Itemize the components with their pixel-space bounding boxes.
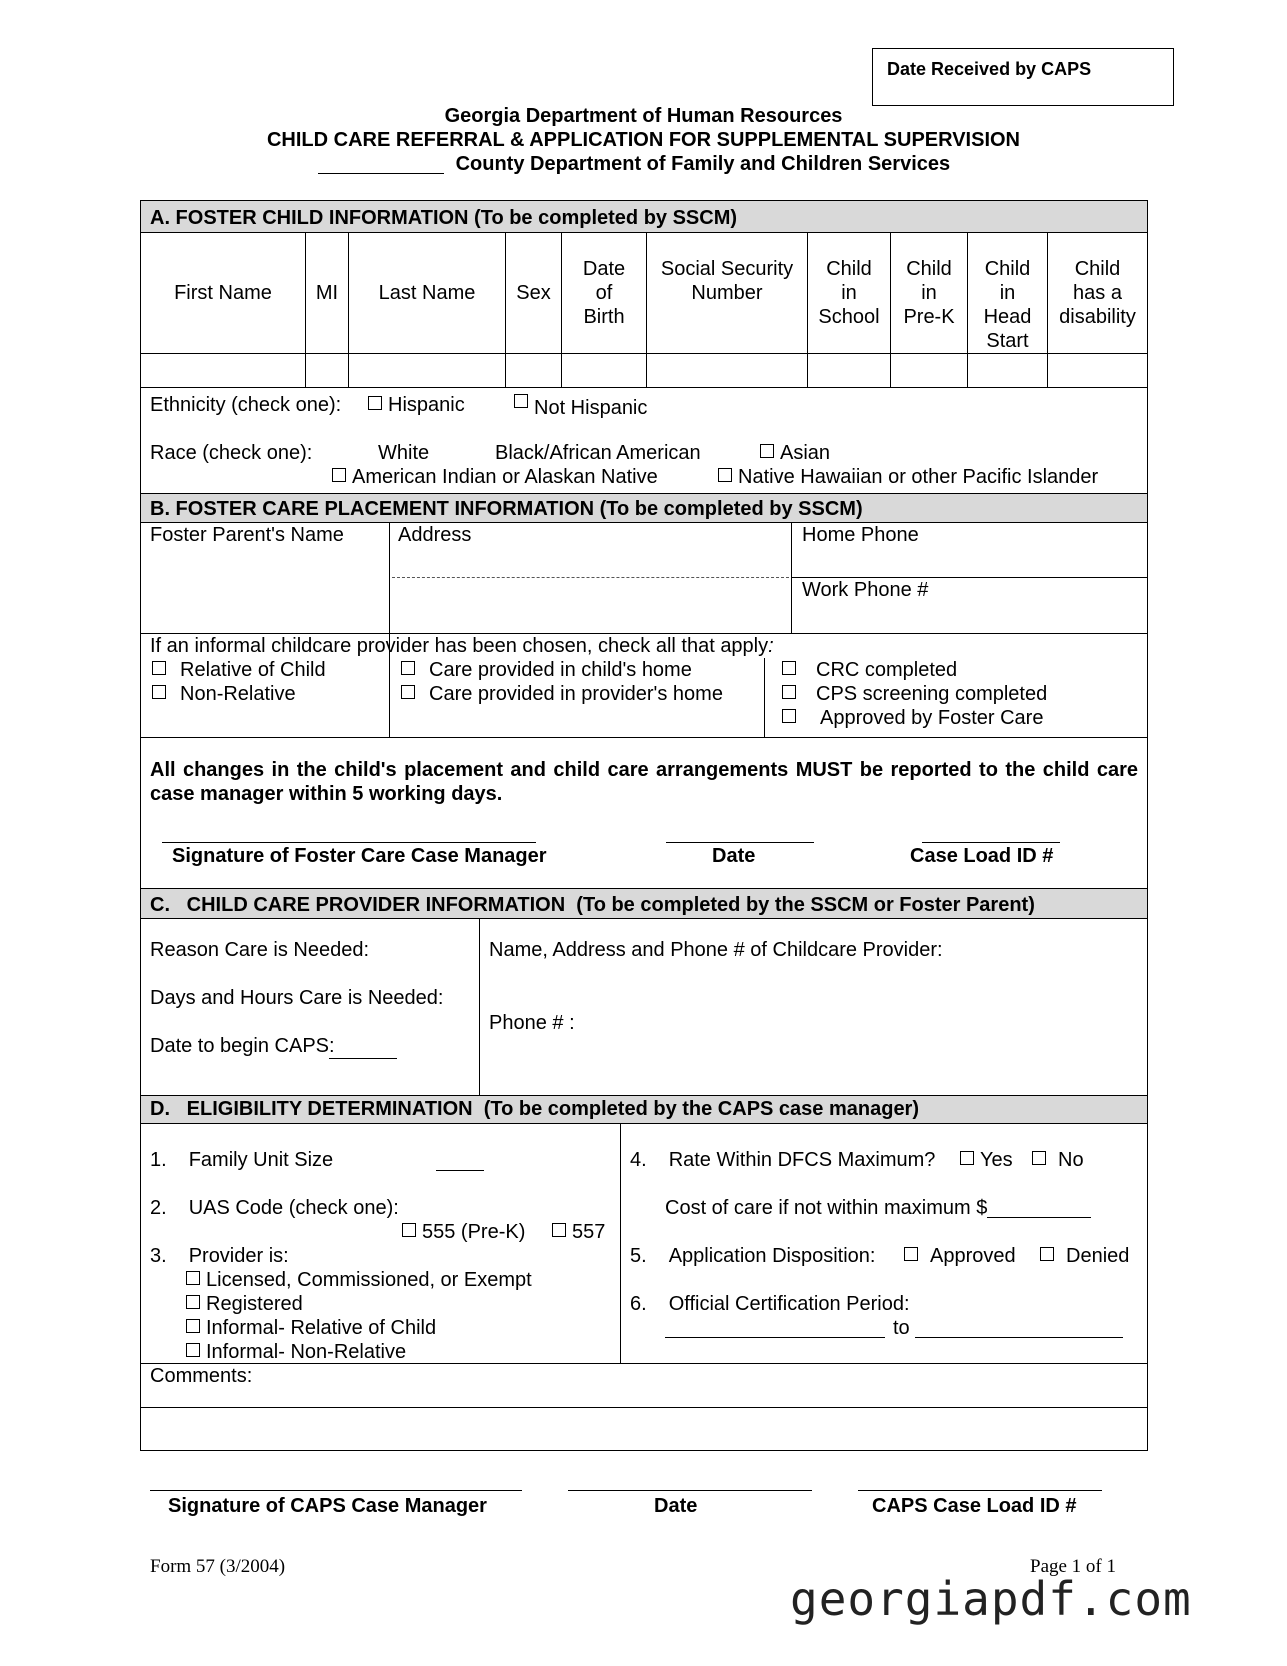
foster-caseload-line[interactable] bbox=[922, 842, 1060, 843]
cost-of-care: Cost of care if not within maximum $ bbox=[665, 1197, 1091, 1220]
ethnicity-label: Ethnicity (check one): bbox=[150, 394, 342, 416]
placement-notice: All changes in the child's placement and child care arrangements MUST be reported to the child care case manager within 5 working days. bbox=[150, 759, 1138, 805]
checkbox[interactable] bbox=[514, 394, 528, 408]
county-line-text: County Department of Family and Children Services bbox=[455, 153, 951, 175]
section-c-title: C. CHILD CARE PROVIDER INFORMATION (To be completed by the SSCM or Foster Parent) bbox=[150, 894, 1035, 916]
checkbox[interactable] bbox=[718, 468, 732, 482]
col-last-name: Last Name bbox=[378, 282, 476, 304]
checkbox[interactable] bbox=[152, 685, 166, 699]
date-received-label: Date Received by CAPS bbox=[887, 59, 1092, 79]
provider-info-field[interactable] bbox=[482, 965, 1146, 1005]
caps-signature-label: Signature of CAPS Case Manager bbox=[168, 1495, 487, 1517]
col-headstart: Child in Head Start bbox=[983, 258, 1032, 352]
family-unit-size-field[interactable] bbox=[436, 1148, 484, 1171]
informal-prompt: If an informal childcare provider has been chosen, check all that apply: bbox=[150, 635, 774, 657]
col-school: Child in School bbox=[818, 258, 880, 328]
informal-non-relative[interactable]: Non-Relative bbox=[152, 683, 296, 706]
cert-to: to bbox=[893, 1317, 910, 1339]
form-title: CHILD CARE REFERRAL & APPLICATION FOR SUPPLEMENTAL SUPERVISION bbox=[266, 129, 1021, 151]
checkbox[interactable] bbox=[960, 1151, 974, 1165]
col-prek: Child in Pre-K bbox=[903, 258, 955, 328]
uas-557[interactable]: 557 bbox=[552, 1221, 605, 1244]
col-first-name: First Name bbox=[174, 282, 272, 304]
checkbox[interactable] bbox=[368, 396, 382, 410]
certification-period: 6. Official Certification Period: bbox=[630, 1293, 910, 1315]
foster-date-label: Date bbox=[712, 845, 756, 867]
foster-date-line[interactable] bbox=[666, 842, 814, 843]
crc-completed[interactable]: CRC completed bbox=[782, 659, 957, 682]
rate-no[interactable]: No bbox=[1032, 1149, 1084, 1172]
checkbox[interactable] bbox=[186, 1343, 200, 1357]
caps-signature-line[interactable] bbox=[150, 1490, 522, 1491]
checkbox[interactable] bbox=[186, 1271, 200, 1285]
address-field[interactable] bbox=[392, 548, 788, 632]
foster-parent-name-label: Foster Parent's Name bbox=[150, 524, 344, 546]
col-disability: Child has a disability bbox=[1059, 258, 1136, 328]
checkbox[interactable] bbox=[1032, 1151, 1046, 1165]
county-name-blank[interactable] bbox=[318, 153, 444, 174]
race-white[interactable]: White bbox=[378, 442, 430, 464]
application-disposition: 5. Application Disposition: bbox=[630, 1245, 876, 1267]
checkbox[interactable] bbox=[332, 468, 346, 482]
cert-start-field[interactable] bbox=[665, 1315, 885, 1338]
col-mi: MI bbox=[315, 282, 339, 304]
ethnicity-hispanic[interactable]: Hispanic bbox=[368, 394, 465, 417]
informal-relative[interactable]: Relative of Child bbox=[152, 659, 326, 682]
work-phone-label: Work Phone # bbox=[802, 579, 929, 601]
checkbox[interactable] bbox=[152, 661, 166, 675]
provider-is: 3. Provider is: bbox=[150, 1245, 289, 1267]
prov-informal-nonrelative[interactable]: Informal- Non-Relative bbox=[186, 1341, 406, 1364]
approved-foster-care[interactable]: Approved by Foster Care bbox=[782, 707, 1043, 730]
section-d-title: D. ELIGIBILITY DETERMINATION (To be completed by the CAPS case manager) bbox=[150, 1098, 920, 1120]
county-line bbox=[318, 152, 950, 176]
col-dob: Date of Birth bbox=[582, 258, 626, 328]
date-begin-field[interactable]: : bbox=[329, 1035, 397, 1059]
comments-label: Comments: bbox=[150, 1365, 253, 1387]
comments-field[interactable] bbox=[141, 1389, 1147, 1407]
checkbox[interactable] bbox=[782, 661, 796, 675]
prov-licensed[interactable]: Licensed, Commissioned, or Exempt bbox=[186, 1269, 532, 1292]
caps-caseload-label: CAPS Case Load ID # bbox=[872, 1495, 1077, 1517]
caps-date-line[interactable] bbox=[568, 1490, 812, 1491]
checkbox[interactable] bbox=[401, 685, 415, 699]
race-label: Race (check one): bbox=[150, 442, 313, 464]
provider-phone-label: Phone # : bbox=[489, 1012, 575, 1034]
race-american-indian[interactable]: American Indian or Alaskan Native bbox=[332, 466, 658, 489]
agency-title: Georgia Department of Human Resources bbox=[444, 105, 843, 127]
section-b-title: B. FOSTER CARE PLACEMENT INFORMATION (To be completed by SSCM) bbox=[150, 498, 863, 520]
race-black[interactable]: Black/African American bbox=[495, 442, 701, 464]
race-hawaiian[interactable]: Native Hawaiian or other Pacific Islander bbox=[718, 466, 1098, 489]
caps-caseload-line[interactable] bbox=[858, 1490, 1102, 1491]
rate-within-max: 4. Rate Within DFCS Maximum? bbox=[630, 1149, 936, 1171]
child-data-row[interactable] bbox=[141, 355, 1147, 386]
care-providers-home[interactable]: Care provided in provider's home bbox=[401, 683, 723, 706]
rate-yes[interactable]: Yes bbox=[960, 1149, 1013, 1172]
checkbox[interactable] bbox=[760, 444, 774, 458]
date-received-box[interactable] bbox=[872, 48, 1174, 106]
cost-of-care-field[interactable] bbox=[987, 1197, 1091, 1218]
cps-screening[interactable]: CPS screening completed bbox=[782, 683, 1047, 706]
prov-informal-relative[interactable]: Informal- Relative of Child bbox=[186, 1317, 436, 1340]
checkbox[interactable] bbox=[904, 1247, 918, 1261]
foster-signature-label: Signature of Foster Care Case Manager bbox=[172, 845, 547, 867]
care-childs-home[interactable]: Care provided in child's home bbox=[401, 659, 692, 682]
family-unit-size: 1. Family Unit Size bbox=[150, 1149, 334, 1171]
disposition-denied[interactable]: Denied bbox=[1040, 1245, 1129, 1268]
foster-caseload-label: Case Load ID # bbox=[910, 845, 1054, 867]
cert-end-field[interactable] bbox=[915, 1315, 1123, 1338]
caps-date-label: Date bbox=[654, 1495, 698, 1517]
ethnicity-not-hispanic[interactable]: Not Hispanic bbox=[514, 394, 647, 420]
checkbox[interactable] bbox=[782, 685, 796, 699]
section-a-title: A. FOSTER CHILD INFORMATION (To be completed by SSCM) bbox=[150, 207, 738, 229]
home-phone-label: Home Phone bbox=[802, 524, 919, 546]
disposition-approved[interactable]: Approved bbox=[904, 1245, 1016, 1268]
provider-name-label: Name, Address and Phone # of Childcare Provider: bbox=[489, 939, 943, 961]
prov-registered[interactable]: Registered bbox=[186, 1293, 303, 1316]
col-ssn: Social Security Number bbox=[660, 258, 794, 304]
date-begin-caps: Date to begin CAPS: bbox=[150, 1035, 397, 1059]
page-number: Page 1 of 1 bbox=[1030, 1556, 1117, 1577]
form-number: Form 57 (3/2004) bbox=[150, 1556, 286, 1577]
checkbox[interactable] bbox=[402, 1223, 416, 1237]
address-label: Address bbox=[398, 524, 472, 546]
checkbox[interactable] bbox=[782, 709, 796, 723]
checkbox[interactable] bbox=[186, 1295, 200, 1309]
uas-555[interactable]: 555 (Pre-K) bbox=[402, 1221, 525, 1244]
foster-signature-line[interactable] bbox=[162, 842, 536, 843]
checkbox[interactable] bbox=[1040, 1247, 1054, 1261]
checkbox[interactable] bbox=[552, 1223, 566, 1237]
foster-parent-name-field[interactable] bbox=[141, 548, 387, 632]
checkbox[interactable] bbox=[401, 661, 415, 675]
days-hours-label: Days and Hours Care is Needed: bbox=[150, 987, 444, 1009]
uas-code: 2. UAS Code (check one): bbox=[150, 1197, 399, 1219]
reason-care-label: Reason Care is Needed: bbox=[150, 939, 370, 961]
checkbox[interactable] bbox=[186, 1319, 200, 1333]
race-asian[interactable]: Asian bbox=[760, 442, 830, 465]
watermark-text: georgiapdf.com bbox=[790, 1572, 1192, 1626]
col-sex: Sex bbox=[516, 282, 551, 304]
